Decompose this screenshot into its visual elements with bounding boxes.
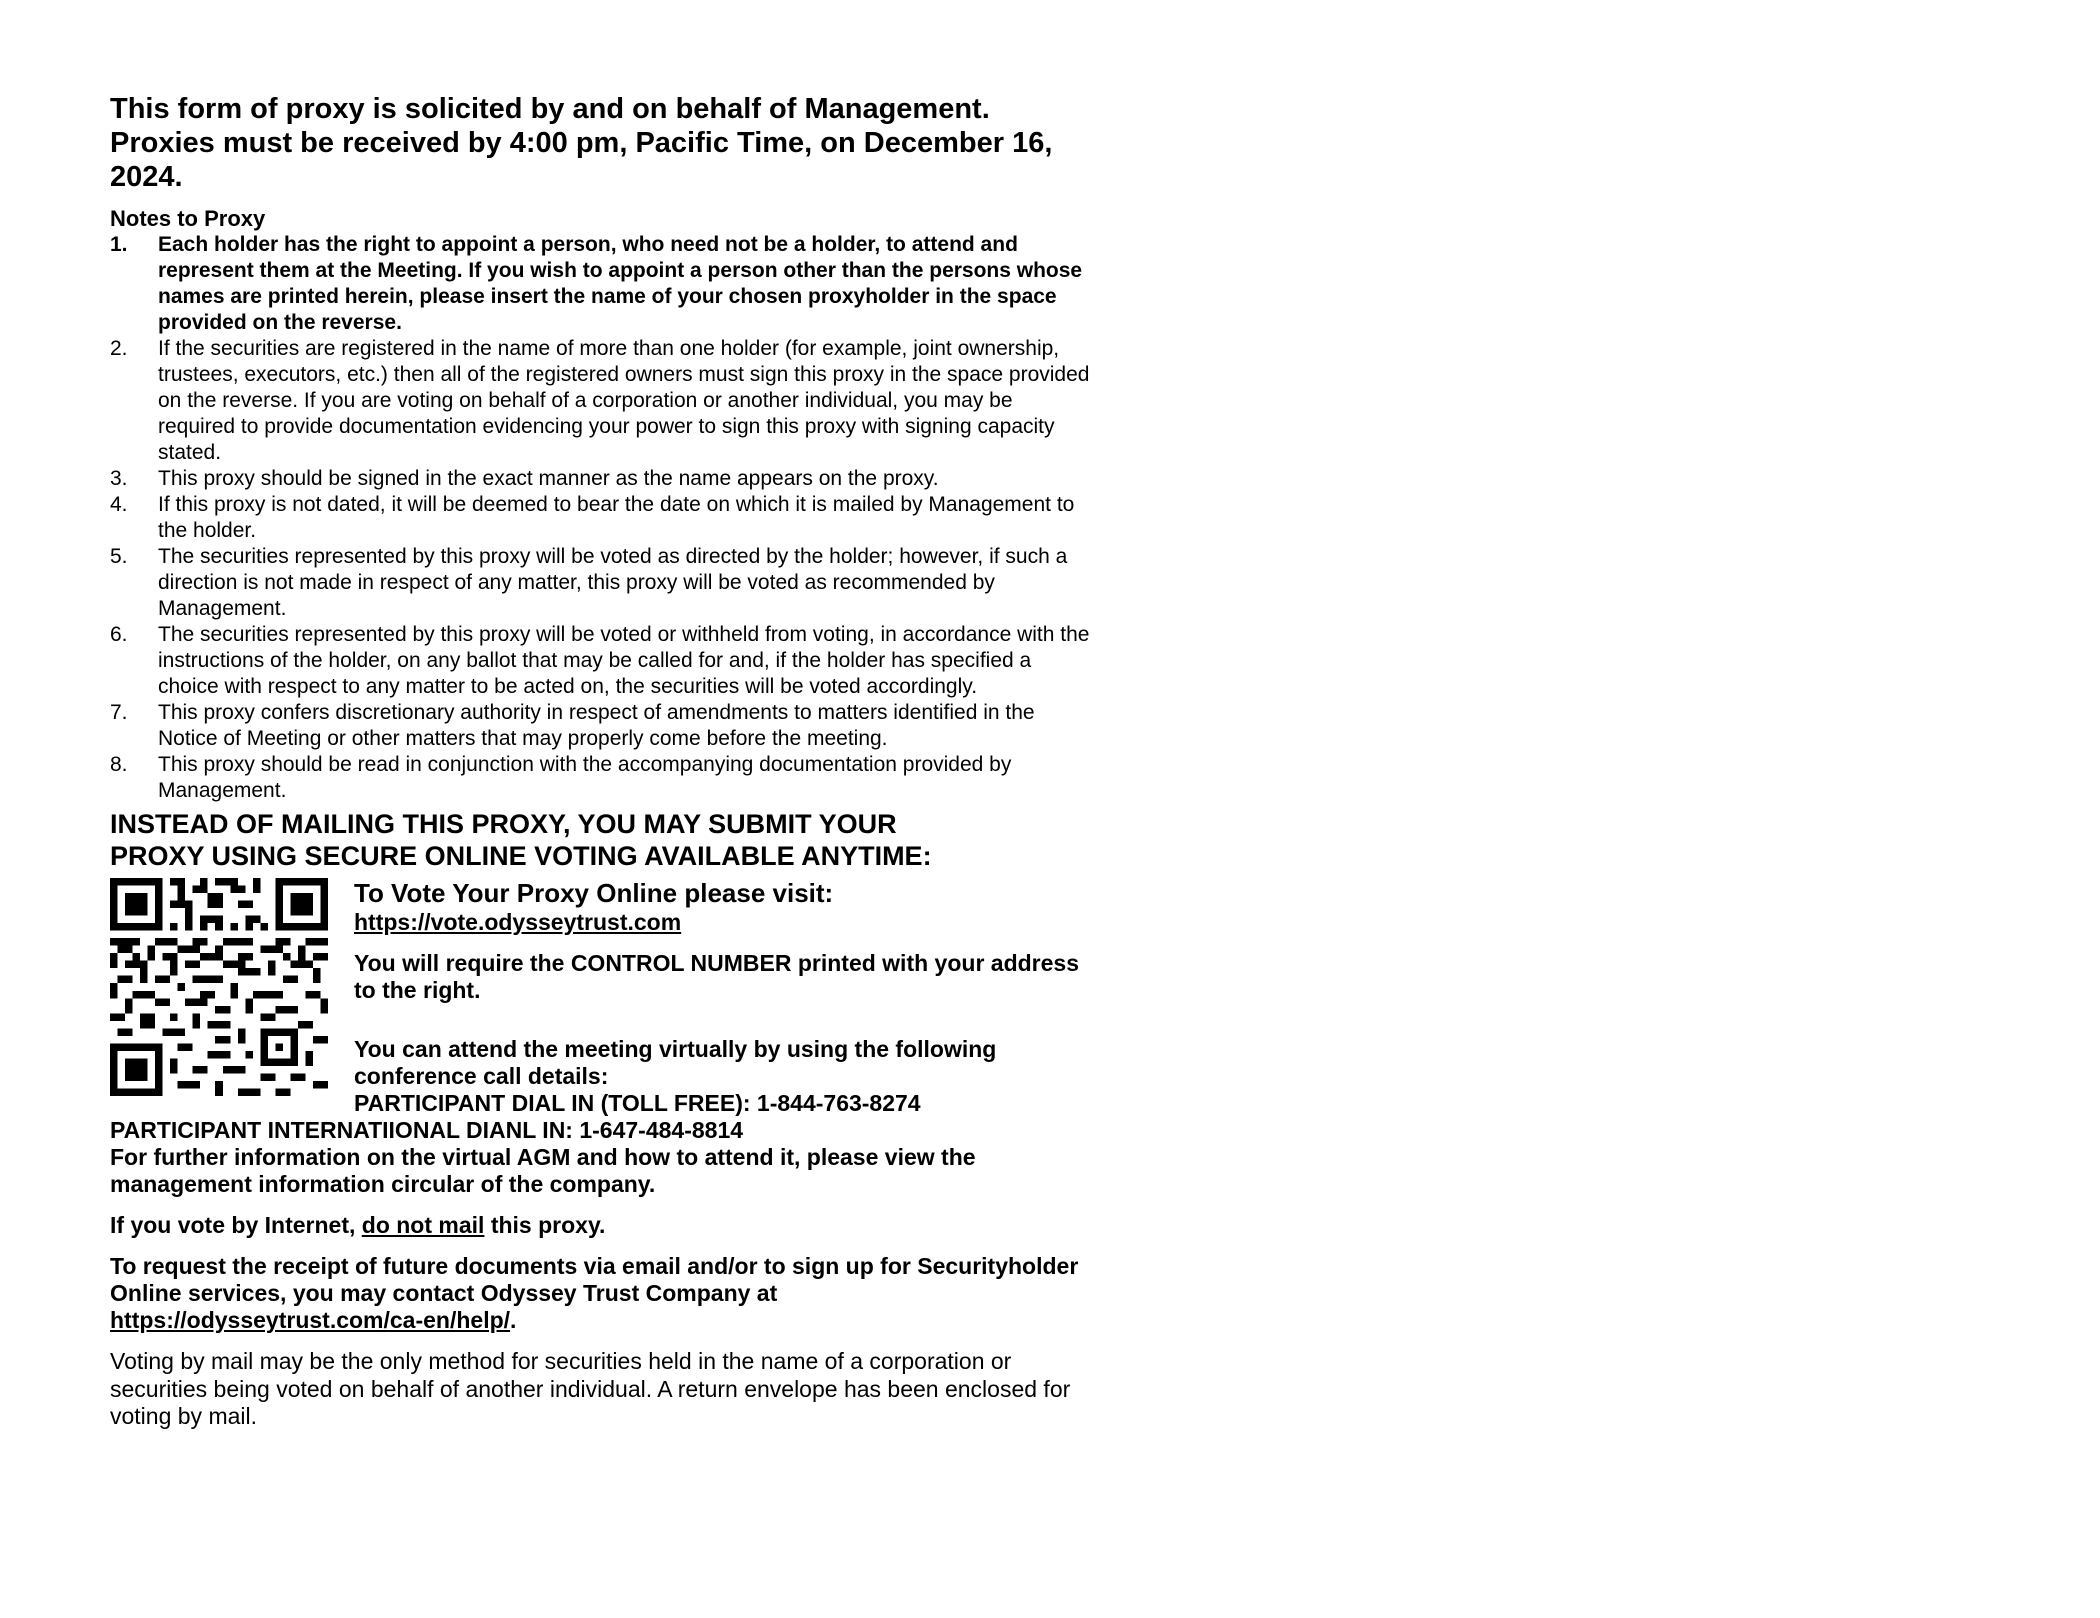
- notes-title: Notes to Proxy: [110, 206, 266, 231]
- online-voting-block: [110, 878, 1090, 1117]
- international-dial-in: PARTICIPANT INTERNATIIONAL DIANL IN: 1-647-484-8814: [110, 1117, 744, 1143]
- solicitation-heading: This form of proxy is solicited by and on behalf of Management. Proxies must be received by 4:00 pm, Pacific Time, on December 16, 2024.: [110, 93, 1053, 193]
- note-item: 8. This proxy should be read in conjunction with the accompanying documentation provided by Management.: [110, 753, 1012, 802]
- internet-vote-note: If you vote by Internet, do not mail this proxy.: [110, 1212, 606, 1238]
- attend-virtually-note: You can attend the meeting virtually by using the following conference call details:: [354, 1036, 997, 1089]
- proxy-page: [110, 92, 1090, 1431]
- control-number-note: You will require the CONTROL NUMBER printed with your address to the right.: [354, 950, 1079, 1003]
- visit-label: To Vote Your Proxy Online please visit:: [354, 878, 834, 908]
- qr-code-icon[interactable]: [110, 878, 328, 1096]
- note-item: 4. If this proxy is not dated, it will be deemed to bear the date on which it is mailed by Management to the holder.: [110, 493, 1075, 542]
- online-voting-heading: INSTEAD OF MAILING THIS PROXY, YOU MAY SUBMIT YOUR PROXY USING SECURE ONLINE VOTING AVAILABLE ANYTIME:: [110, 809, 932, 871]
- request-documents-note: To request the receipt of future documents via email and/or to sign up for Securityholder Online services, you may contact Odyssey Trust Company at https://odysseytrust.com/ca-en/help/.: [110, 1253, 1079, 1333]
- notes-list: [110, 232, 1090, 804]
- online-voting-instructions: [354, 878, 1090, 1117]
- mail-voting-note: Voting by mail may be the only method for securities held in the name of a corporation or securities being voted on behalf of another individual. A return envelope has been enclosed for voting by mail.: [110, 1348, 1071, 1429]
- vote-url-link[interactable]: https://vote.odysseytrust.com: [354, 909, 682, 935]
- further-info: For further information on the virtual AGM and how to attend it, please view the management information circular of the company.: [110, 1144, 976, 1197]
- note-item: 5. The securities represented by this proxy will be voted as directed by the holder; however, if such a direction is not made in respect of any matter, this proxy will be voted as recommended by Management.: [110, 545, 1068, 620]
- note-item: 1. Each holder has the right to appoint a person, who need not be a holder, to attend and represent them at the Meeting. If you wish to appoint a person other than the persons whose names are printed herein, please insert the name of your chosen proxyholder in the space provided on the reverse.: [110, 233, 1083, 334]
- note-item: 3. This proxy should be signed in the exact manner as the name appears on the proxy.: [110, 467, 939, 490]
- help-url-link[interactable]: https://odysseytrust.com/ca-en/help/: [110, 1307, 511, 1333]
- note-item: 2. If the securities are registered in the name of more than one holder (for example, joint ownership, trustees, executors, etc.) then all of the registered owners must sign this proxy in the space provided on the reverse. If you are voting on behalf of a corporation or another individual, you may be required to provide documentation evidencing your power to sign this proxy with signing capacity stated.: [110, 337, 1090, 464]
- note-item: 7. This proxy confers discretionary authority in respect of amendments to matters identified in the Notice of Meeting or other matters that may properly come before the meeting.: [110, 701, 1035, 750]
- note-item: 6. The securities represented by this proxy will be voted or withheld from voting, in accordance with the instructions of the holder, on any ballot that may be called for and, if the holder has specified a choice with respect to any matter to be acted on, the securities will be voted accordingly.: [110, 623, 1090, 698]
- toll-free-dial-in: PARTICIPANT DIAL IN (TOLL FREE): 1-844-763-8274: [354, 1090, 921, 1116]
